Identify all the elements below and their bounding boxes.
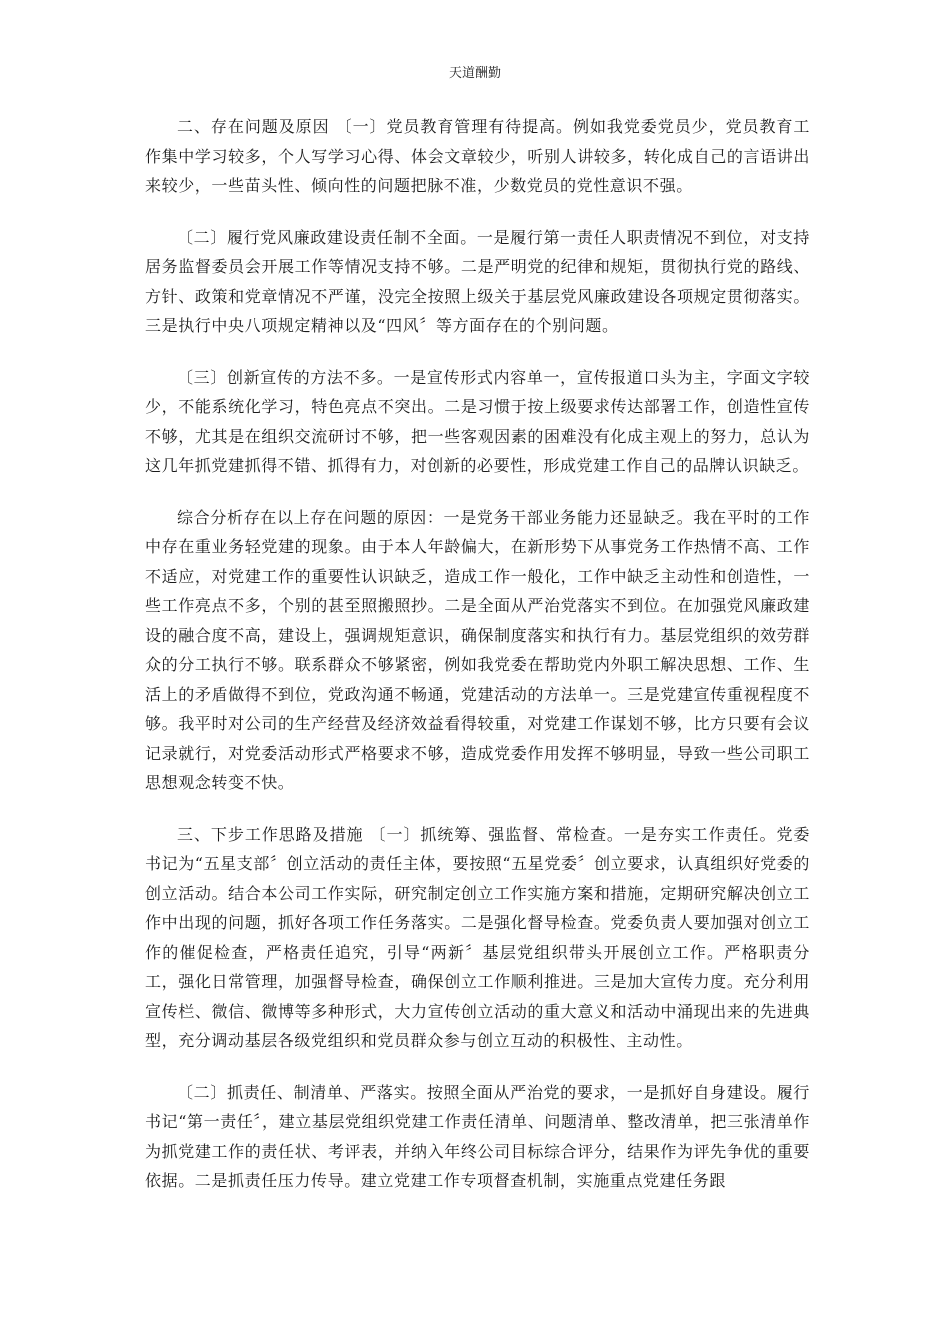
document-body [145, 112, 810, 1218]
paragraph-responsibility-lists: 〔二〕抓责任、制清单、严落实。按照全面从严治党的要求，一是抓好自身建设。履行书记“第一责任〞，建立基层党组织党建工作责任清单、问题清单、整改清单，把三张清单作为抓党建工作的责任状、考评表，并纳入年终公司目标综合评分，结果作为评先争优的重要依据。二是抓责任压力传导。建立党建工作专项督查机制，实施重点党建任务跟 [145, 1082, 810, 1190]
paragraph-problems-intro: 二、存在问题及原因 〔一〕党员教育管理有待提高。例如我党委党员少，党员教育工作集中学习较多，个人写学习心得、体会文章较少，听别人讲较多，转化成自己的言语讲出来较少，一些苗头性、倾向性的问题把脉不准，少数党员的党性意识不强。 [145, 117, 810, 195]
page-header: 天道酬勤 [448, 66, 501, 81]
paragraph-publicity-methods: 〔三〕创新宣传的方法不多。一是宣传形式内容单一，宣传报道口头为主，字面文字较少，不能系统化学习，特色亮点不突出。二是习惯于按上级要求传达部署工作，创造性宣传不够，尤其是在组织交流研讨不够，把一些客观因素的困难没有化成主观上的努力，总认为这几年抓党建抓得不错、抓得有力，对创新的必要性，形成党建工作自己的品牌认识缺乏。 [145, 367, 810, 475]
paragraph-next-steps: 三、下步工作思路及措施 〔一〕抓统筹、强监督、常检查。一是夯实工作责任。党委书记为“五星支部〞创立活动的责任主体，要按照“五星党委〞创立要求，认真组织好党委的创立活动。结合本公司工作实际，研究制定创立工作实施方案和措施，定期研究解决创立工作中出现的问题，抓好各项工作任务落实。二是强化督导检查。党委负责人要加强对创立工作的催促检查，严格责任追究，引导“两新〞基层党组织带头开展创立工作。严格职责分工，强化日常管理，加强督导检查，确保创立工作顺利推进。三是加大宣传力度。充分利用宣传栏、微信、微博等多种形式，大力宣传创立活动的重大意义和活动中涌现出来的先进典型，充分调动基层各级党组织和党员群众参与创立互动的积极性、主动性。 [145, 824, 810, 1050]
paragraph-cause-analysis: 综合分析存在以上存在问题的原因：一是党务干部业务能力还显缺乏。我在平时的工作中存在重业务轻党建的现象。由于本人年龄偏大，在新形势下从事党务工作热情不高、工作不适应，对党建工作的重要性认识缺乏，造成工作一般化，工作中缺乏主动性和创造性，一些工作亮点不多，个别的甚至照搬照抄。二是全面从严治党落实不到位。在加强党风廉政建设的融合度不高，建设上，强调规矩意识，确保制度落实和执行有力。基层党组织的效劳群众的分工执行不够。联系群众不够紧密，例如我党委在帮助党内外职工解决思想、工作、生活上的矛盾做得不到位，党政沟通不畅通，党建活动的方法单一。三是党建宣传重视程度不够。我平时对公司的生产经营及经济效益看得较重，对党建工作谋划不够，比方只要有会议记录就行，对党委活动形式严格要求不够，造成党委作用发挥不够明显，导致一些公司职工思想观念转变不快。 [145, 507, 810, 792]
paragraph-integrity-responsibility: 〔二〕履行党风廉政建设责任制不全面。一是履行第一责任人职责情况不到位，对支持居务监督委员会开展工作等情况支持不够。二是严明党的纪律和规矩，贯彻执行党的路线、方针、政策和党章情况不严谨，没完全按照上级关于基层党风廉政建设各项规定贯彻落实。三是执行中央八项规定精神以及“四风〞等方面存在的个别问题。 [145, 227, 810, 335]
